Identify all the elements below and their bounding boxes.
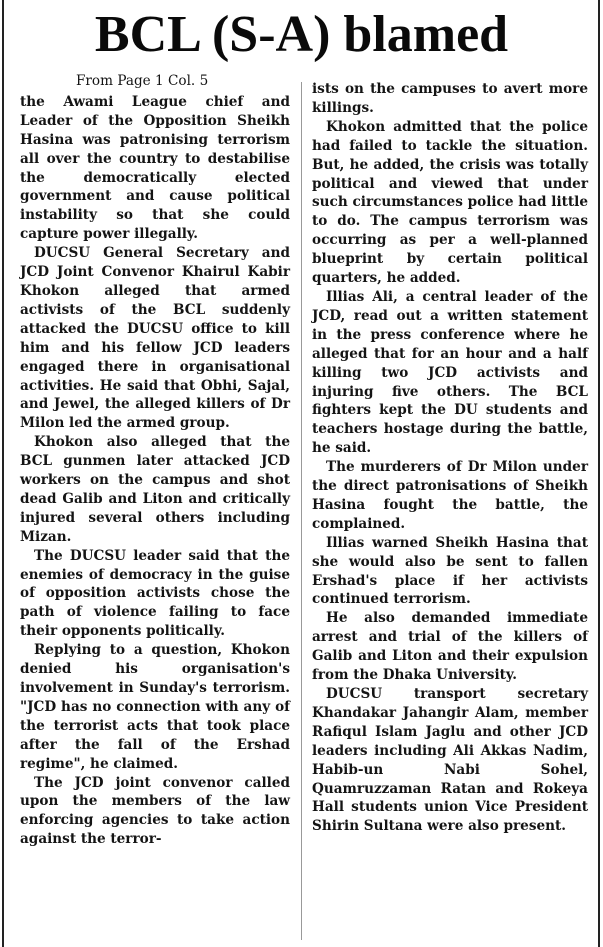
paragraph-13: DUCSU transport secretary Khandakar Jahangir Alam, member Rafiqul Islam Jaglu and other JCD leaders including Ali Akkas Nadim, Habib-un Nabi Sohel, Quamruzzaman Ratan and Rokeya Hall students union Vice President Shirin Sultana were also present.	[312, 686, 588, 835]
paragraph-11: Illias warned Sheikh Hasina that she would also be sent to fallen Ershad's place if her activists continued terrorism.	[312, 534, 588, 608]
paragraph-8: Khokon admitted that the police had failed to tackle the situation. But, he added, the crisis was totally political and viewed that under such circumstances police had little to do. The campus terrorism was occurring as per a well-planned blueprint by certain political quarters, he added.	[312, 118, 588, 287]
left-column	[20, 72, 290, 849]
right-border	[598, 0, 600, 947]
column-divider	[301, 82, 302, 940]
paragraph-4: The DUCSU leader said that the enemies of democracy in the guise of opposition activists chose the path of violence failing to face their opponents politically.	[20, 547, 290, 640]
paragraph-6: The JCD joint convenor called upon the members of the law enforcing agencies to take action against the terror-	[20, 774, 290, 848]
paragraph-9: Illias Ali, a central leader of the JCD, read out a written statement in the press conference where he alleged that for an hour and a half killing two JCD activists and injuring five others. The BCL fighters kept the DU students and teachers hostage during the battle, he said.	[312, 288, 588, 457]
paragraph-3: Khokon also alleged that the BCL gunmen later attacked JCD workers on the campus and shot dead Galib and Liton and critically injured several others including Mizan.	[20, 434, 290, 545]
paragraph-12: He also demanded immediate arrest and trial of the killers of Galib and Liton and their expulsion from the Dhaka University.	[312, 610, 588, 684]
paragraph-7: ists on the campuses to avert more killings.	[312, 81, 588, 116]
headline: BCL (S-A) blamed	[94, 6, 509, 63]
continuation-line: From Page 1 Col. 5	[76, 73, 209, 89]
paragraph-5: Replying to a question, Khokon denied his organisation's involvement in Sunday's terrorism. "JCD has no connection with any of the terrorist acts that took place after the fall of the Ershad regime", he claimed.	[20, 642, 290, 772]
paragraph-1: the Awami League chief and Leader of the Opposition Sheikh Hasina was patronising terrorism all over the country to destabilise the democratically elected government and cause political instability so that she could capture power illegally.	[20, 93, 290, 243]
paragraph-2: DUCSU General Secretary and JCD Joint Convenor Khairul Kabir Khokon alleged that armed activists of the BCL suddenly attacked the DUCSU office to kill him and his fellow JCD leaders engaged there in organisational activities. He said that Obhi, Sajal, and Jewel, the alleged killers of Dr Milon led the armed group.	[20, 245, 290, 432]
right-column	[312, 80, 588, 836]
paragraph-10: The murderers of Dr Milon under the direct patronisations of Sheikh Hasina fought the battle, the complained.	[312, 459, 588, 532]
left-border	[2, 0, 4, 947]
